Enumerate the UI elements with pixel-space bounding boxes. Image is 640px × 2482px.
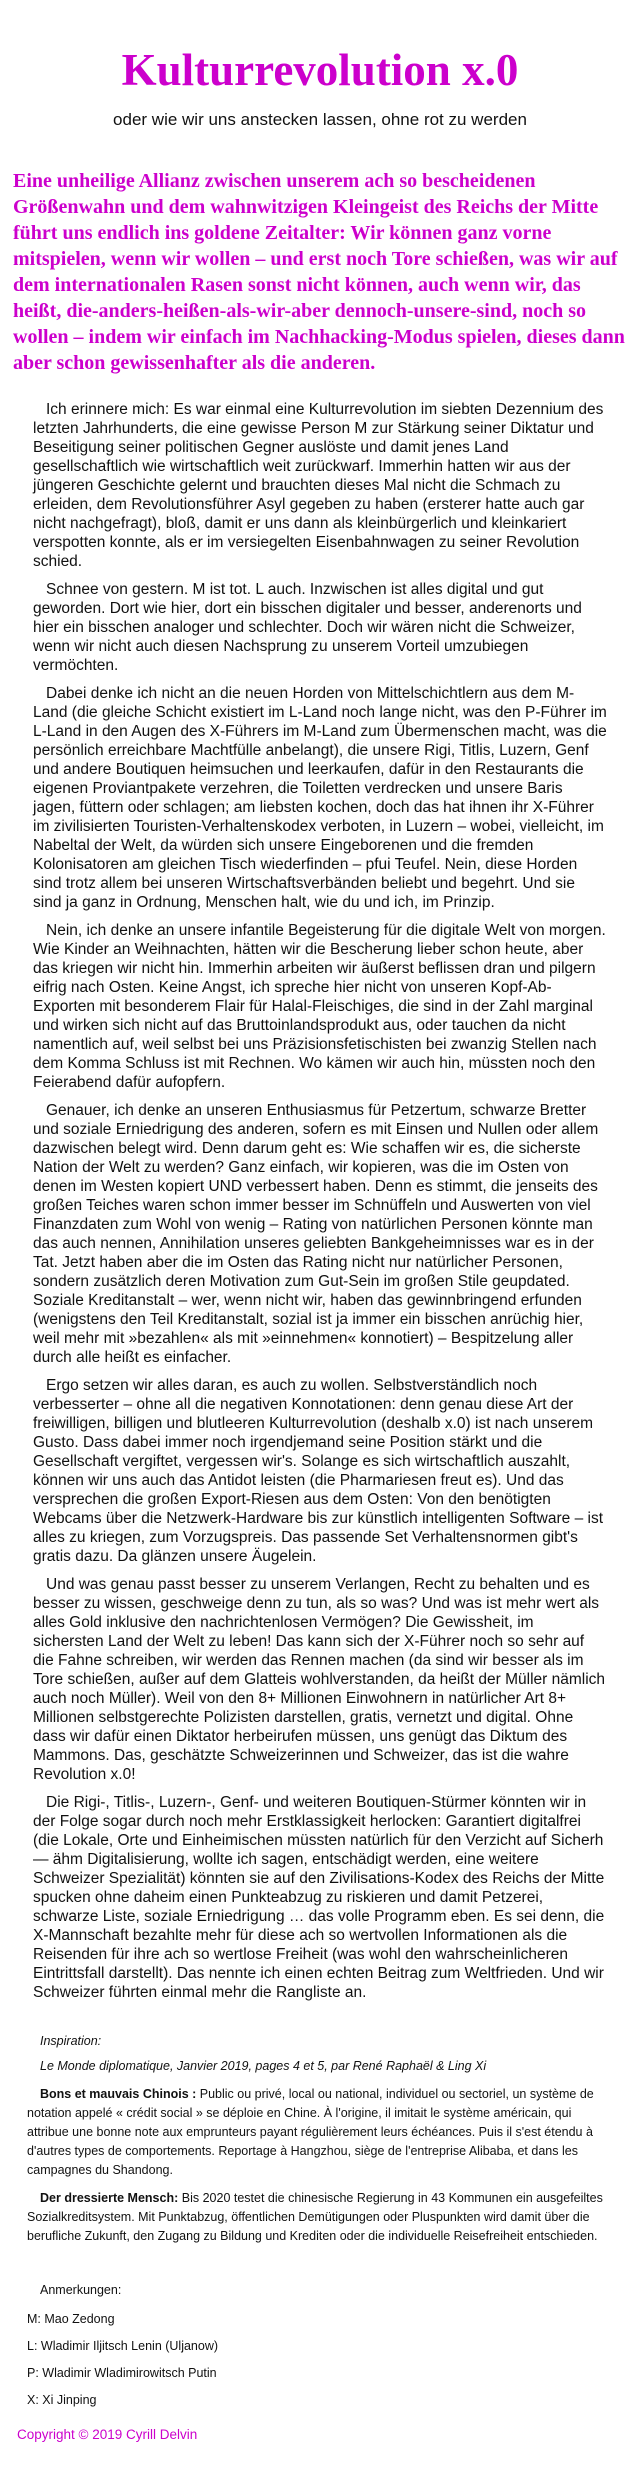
lead-paragraph: Eine unheilige Allianz zwischen unserem ach so bescheidenen Größenwahn und dem wahnwitzigen Kleingeist des Reichs der Mitte führt uns endlich ins goldene Zeitalter: Wir können ganz vorne mitspielen, wenn wir wollen – und erst noch Tore schießen, was wir auf dem internationalen Rasen sonst nicht können, auch wenn wir, das heißt, die-anders-heißen-als-wir-aber dennoch-unsere-sind, noch so wollen – indem wir einfach im Nachhacking-Modus spielen, dieses dann aber schon gewissenhafter als die anderen.	[13, 169, 625, 374]
footnote-label: Der dressierte Mensch:	[40, 2190, 179, 2205]
body-paragraph: Ich erinnere mich: Es war einmal eine Kulturrevolution im siebten Dezennium des letzten Jahrhunderts, die eine gewisse Person M zur Stärkung seiner Diktatur und Beseitigung seiner politischen Gegner auslöste und damit jenes Land gesellschaftlich wie wirtschaftlich weit zurückwarf. Immerhin hatten wir aus der jüngeren Geschichte gelernt und brauchten dieses Mal nicht die Schmach zu erleiden, dem Revolutionsführer Asyl gegeben zu haben (ersterer hatte auch gar nicht nachgefragt), bloß, damit er uns dann als kleinbürgerlich und kleinkariert verspotten konnte, als er im versiegelten Eisenbahnwagen zu seiner Revolution schied.	[33, 400, 604, 570]
body-paragraph: Schnee von gestern. M ist tot. L auch. Inzwischen ist alles digital und gut geworden. Dort wie hier, dort ein bisschen digitaler und besser, anderenorts und hier ein bisschen analoger und schlechter. Doch wir wären nicht die Schweizer, wenn wir nicht auch diesen Nachsprung zu unserem Vorteil umzubiegen vermöchten.	[33, 580, 582, 674]
footnote	[27, 2085, 613, 2180]
page-title: Kulturrevolution x.0	[121, 45, 519, 95]
body-paragraph: Die Rigi-, Titlis-, Luzern-, Genf- und weiteren Boutiquen-Stürmer könnten wir in der Folge sogar durch noch mehr Erstklassigkeit herlocken: Garantiert digitalfrei (die Lokale, Orte und Einheimischen müssten natürlich für den Verzicht auf Sicherh— ähm Digitalisierung, wollte ich sagen, entschädigt werden, eine weitere Schweizer Spezialität) könnten sie auf den Zivilisations-Kodex des Reichs der Mitte spucken ohne daheim einen Punkteabzug zu riskieren und damit Petzerei, schwarze Liste, soziale Erniedrigung … das volle Programm eben. Es sei denn, die X-Mannschaft bezahlte mehr für diese ach so wertvollen Informationen als die Reisenden für ihre ach so wertlose Freiheit (was wohl den wahrscheinlicheren Eintrittsfall darstellt). Das nennte ich einen echten Beitrag zum Weltfrieden. Und wir Schweizer führten einmal mehr die Rangliste an.	[33, 1793, 605, 2001]
footnote-label: Bons et mauvais Chinois :	[40, 2086, 197, 2101]
footnote-text: Bis 2020 testet die chinesische Regierung in 43 Kommunen ein ausgefeiltes Sozialkreditsystem. Mit Punktabzug, öffentlichen Demütigungen oder Pluspunkten wird damit über die berufliche Zukunft, den Zugang zu Bildung und Krediten oder die individuelle Reisefreiheit entschieden.	[27, 2190, 603, 2243]
body-paragraph: Nein, ich denke an unsere infantile Begeisterung für die digitale Welt von morgen. Wie Kinder an Weihnachten, hätten wir die Bescherung lieber schon heute, aber das kriegen wir nicht hin. Immerhin arbeiten wir äußerst beflissen dran und pilgern eifrig nach Osten. Keine Angst, ich spreche hier nicht von unseren Kopf-Ab-Exporten mit besonderem Flair für Halal-Fleischiges, die sind in der Zahl marginal und wirken sich nicht auf das Bruttoinlandsprodukt aus, oder tauchen da nicht namentlich auf, weil selbst bei uns Präzisionsfetischisten bei zwanzig Stellen nach dem Komma Schluss ist mit Rechnen. Wo kämen wir auch hin, müssten noch den Feierabend dafür aufopfern.	[33, 921, 606, 1091]
inspiration-label: Inspiration:	[40, 2033, 102, 2048]
footnote-text: Public ou privé, local ou national, individuel ou sectoriel, un système de notation appelé « crédit social » se déploie en Chine. À l'origine, il imitait le système américain, qui attribue une bonne note aux emprunteurs payant régulièrement leurs échéances. Puis il s'est étendu à d'autres types de comportements. Reportage à Hangzhou, siège de l'entreprise Alibaba, et dans les campagnes du Shandong.	[27, 2086, 594, 2177]
annotations-section	[27, 2282, 613, 2409]
annotation-item: X: Xi Jinping	[27, 2392, 97, 2407]
inspiration-section	[27, 2032, 613, 2246]
page-subtitle: oder wie wir uns anstecken lassen, ohne rot zu werden	[113, 109, 527, 129]
body-paragraph: Dabei denke ich nicht an die neuen Horden von Mittelschichtlern aus dem M-Land (die gleiche Schicht existiert im L-Land noch lange nicht, was den P-Führer im L-Land in den Augen des X-Führers im M-Land zum Übermenschen macht, was die persönlich erreichbare Machtfülle anbelangt), die unsere Rigi, Titlis, Luzern, Genf und andere Boutiquen heimsuchen und leerkaufen, dafür in den Restaurants die eigenen Proviantpakete verzehren, die Toiletten verdrecken und unsere Baris jagen, füttern oder schlagen; am liebsten kochen, doch das hat ihnen ihr X-Führer im zivilisierten Touristen-Verhaltenskodex verboten, in Luzern – wobei, vielleicht, im Nabeltal der Welt, da würden sich unsere Eingeborenen und die fremden Kolonisatoren am gleichen Tisch wiederfinden – pfui Teufel. Nein, diese Horden sind trotz allem bei unseren Wirtschaftsverbänden beliebt und begehrt. Und sie sind ja ganz in Ordnung, Menschen halt, wie du und ich, im Prinzip.	[33, 684, 607, 911]
body-paragraph: Ergo setzen wir alles daran, es auch zu wollen. Selbstverständlich noch verbesserter – ohne all die negativen Konnotationen: denn genau diese Art der freiwilligen, billigen und blutleeren Kulturrevolution (deshalb x.0) ist nach unserem Gusto. Dass dabei immer noch irgendjemand seine Position stärkt und die Gesellschaft vergiftet, vergessen wir's. Solange es sich wirtschaftlich auszahlt, können wir uns auch das Antidot leisten (die Pharmariesen freut es). Und das versprechen die großen Export-Riesen aus dem Osten: Von den benötigten Webcams über die Netzwerk-Hardware bis zur künstlich intelligenten Software – ist alles zu kriegen, zum Vorzugspreis. Das passende Set Verhaltensnormen gibt's gratis dazu. Da glänzen unsere Äugelein.	[33, 1376, 604, 1565]
annotation-item: P: Wladimir Wladimirowitsch Putin	[27, 2365, 217, 2380]
annotation-item: L: Wladimir Iljitsch Lenin (Uljanow)	[27, 2338, 219, 2353]
body-paragraph: Genauer, ich denke an unseren Enthusiasmus für Petzertum, schwarze Bretter und soziale Erniedrigung des anderen, sofern es mit Einsen und Nullen oder allem dazwischen belegt wird. Denn darum geht es: Wie schaffen wir es, die sicherste Nation der Welt zu werden? Ganz einfach, wir kopieren, was die im Osten von denen im Westen kopiert UND verbessert haben. Denn es stimmt, die jenseits des großen Teiches waren schon immer besser im Schnüffeln und Auswerten von viel Finanzdaten zum Wohl von wenig – Rating von natürlichen Personen könnte man das auch nennen, Annihilation unseres geliebten Bankgeheimnisses war es in der Tat. Jetzt haben aber die im Osten das Rating nicht nur natürlicher Personen, sondern zusätzlich deren Motivation zum Gut-Sein im großen Stile geupdated. Soziale Kreditanstalt – wer, wenn nicht wir, haben das gewinnbringend erfunden (wenigstens den Teil Kreditanstalt, sozial ist ja immer ein bisschen anrüchig hier, weil mehr mit »bezahlen« als mit »einnehmen« konnotiert) – Bespitzelung aller durch alle heißt es einfacher.	[33, 1101, 599, 1366]
footnote	[27, 2189, 613, 2246]
annotations-label: Anmerkungen:	[40, 2282, 122, 2297]
article-body	[33, 400, 607, 2002]
inspiration-source: Le Monde diplomatique, Janvier 2019, pages 4 et 5, par René Raphaël & Ling Xi	[40, 2058, 487, 2073]
annotation-item: M: Mao Zedong	[27, 2311, 115, 2326]
body-paragraph: Und was genau passt besser zu unserem Verlangen, Recht zu behalten und es besser zu wissen, geschweige denn zu tun, als so was? Und was ist mehr wert als alles Gold inklusive den nachrichtenlosen Vermögen? Die Gewissheit, im sichersten Land der Welt zu leben! Das kann sich der X-Führer noch so sehr auf die Fahne schreiben, wir werden das Rennen machen (da sind wir besser als im Tore schießen, außer auf dem Glatteis wohlverstanden, da heißt der Müller nämlich auch noch Müller). Weil von den 8+ Millionen Einwohnern in natürlicher Art 8+ Millionen selbstgerechte Polizisten darstellen, gratis, vernetzt und digital. Ohne dass wir dafür einen Diktator herbeirufen müssen, uns genügt das Diktum des Mammons. Das, geschätzte Schweizerinnen und Schweizer, das ist die wahre Revolution x.0!	[33, 1575, 606, 1783]
copyright-notice: Copyright © 2019 Cyrill Delvin	[17, 2426, 198, 2442]
